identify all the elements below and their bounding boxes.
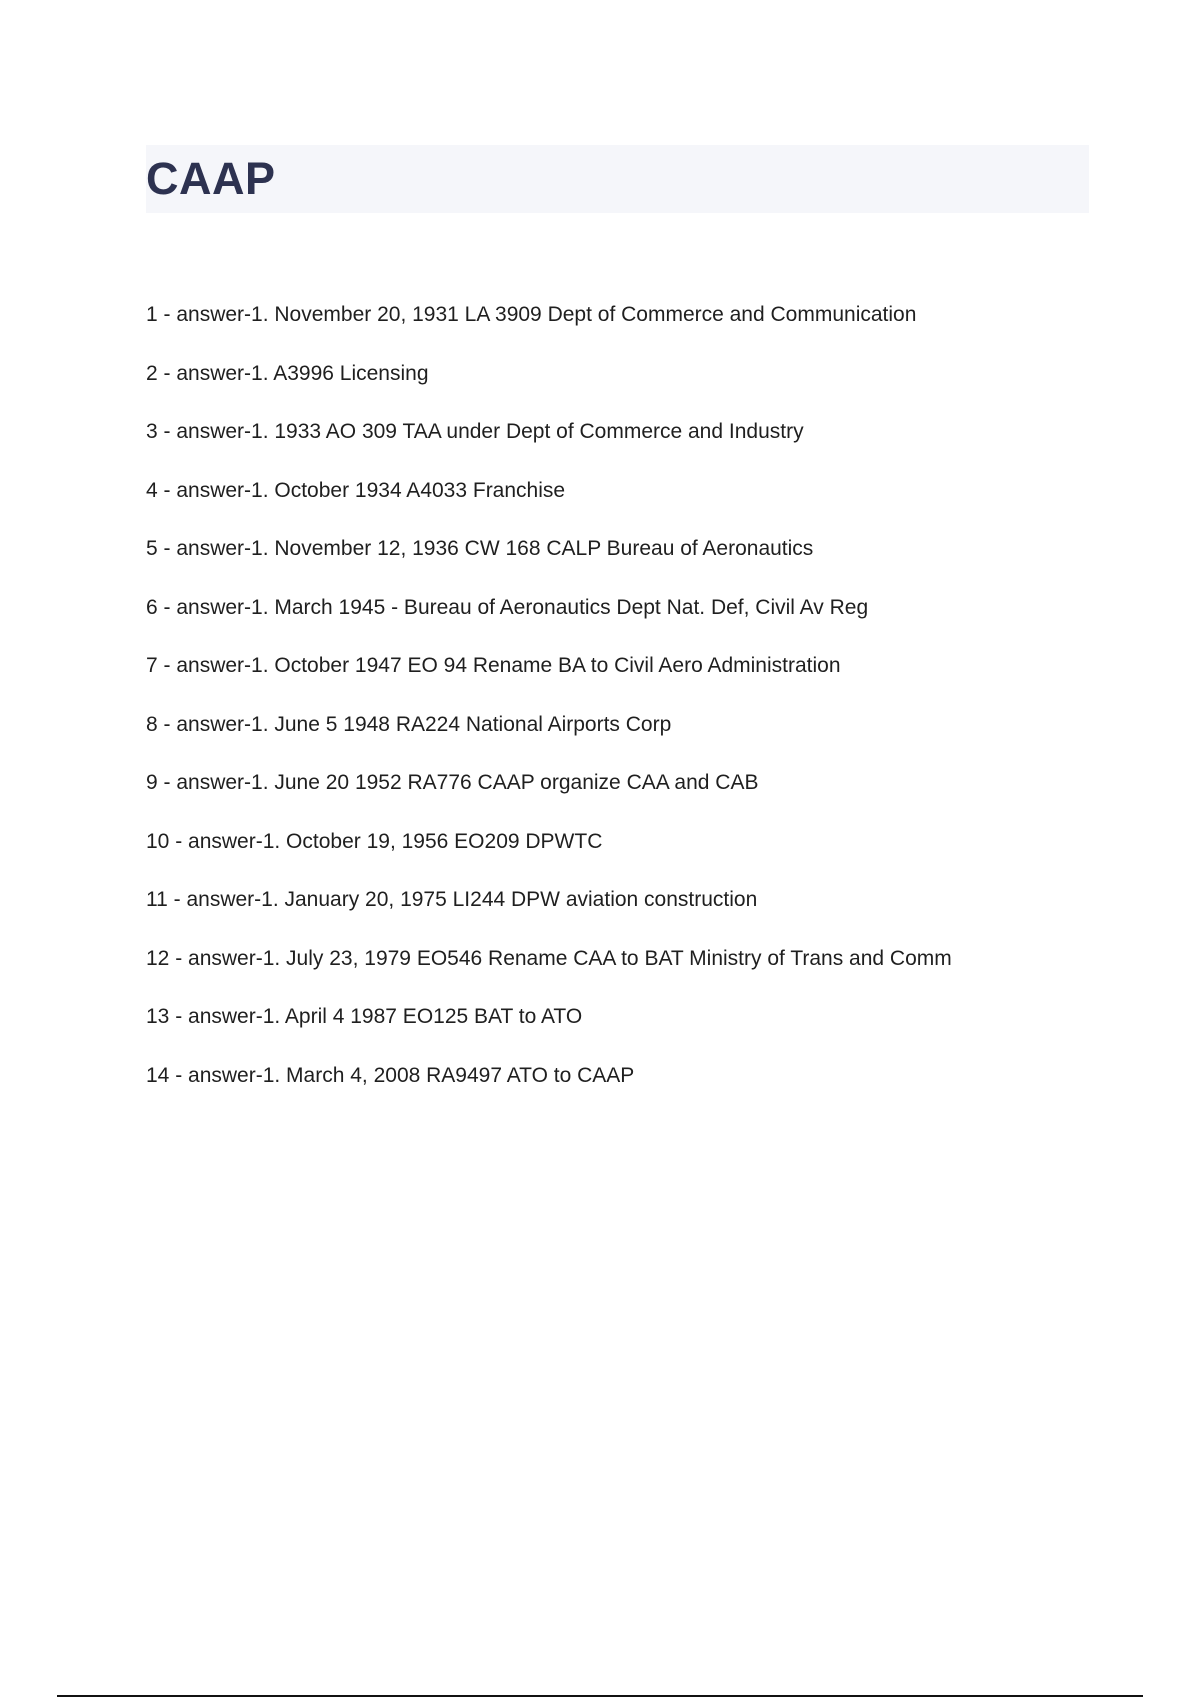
list-item: 5 - answer-1. November 12, 1936 CW 168 CALP Bureau of Aeronautics: [146, 537, 814, 560]
list-item: 8 - answer-1. June 5 1948 RA224 National Airports Corp: [146, 712, 672, 736]
list-item: 9 - answer-1. June 20 1952 RA776 CAAP organize CAA and CAB: [146, 771, 759, 794]
list-item: 7 - answer-1. October 1947 EO 94 Rename BA to Civil Aero Administration: [146, 654, 841, 677]
page-title: CAAP: [146, 153, 276, 204]
list-item: 1 - answer-1. November 20, 1931 LA 3909 Dept of Commerce and Communication: [146, 303, 917, 326]
list-item: 10 - answer-1. October 19, 1956 EO209 DPWTC: [146, 829, 603, 853]
list-item: 12 - answer-1. July 23, 1979 EO546 Rename CAA to BAT Ministry of Trans and Comm: [146, 946, 952, 970]
footer-divider: [57, 1695, 1143, 1697]
answer-list: [146, 298, 952, 1117]
list-item: 2 - answer-1. A3996 Licensing: [146, 361, 429, 385]
list-item: 3 - answer-1. 1933 AO 309 TAA under Dept of Commerce and Industry: [146, 420, 804, 443]
list-item: 4 - answer-1. October 1934 A4033 Franchise: [146, 478, 566, 502]
list-item: 14 - answer-1. March 4, 2008 RA9497 ATO to CAAP: [146, 1063, 635, 1087]
title-band: [146, 145, 1089, 213]
list-item: 6 - answer-1. March 1945 - Bureau of Aeronautics Dept Nat. Def, Civil Av Reg: [146, 595, 869, 619]
list-item: 13 - answer-1. April 4 1987 EO125 BAT to ATO: [146, 1005, 583, 1028]
list-item: 11 - answer-1. January 20, 1975 LI244 DPW aviation construction: [146, 888, 758, 911]
